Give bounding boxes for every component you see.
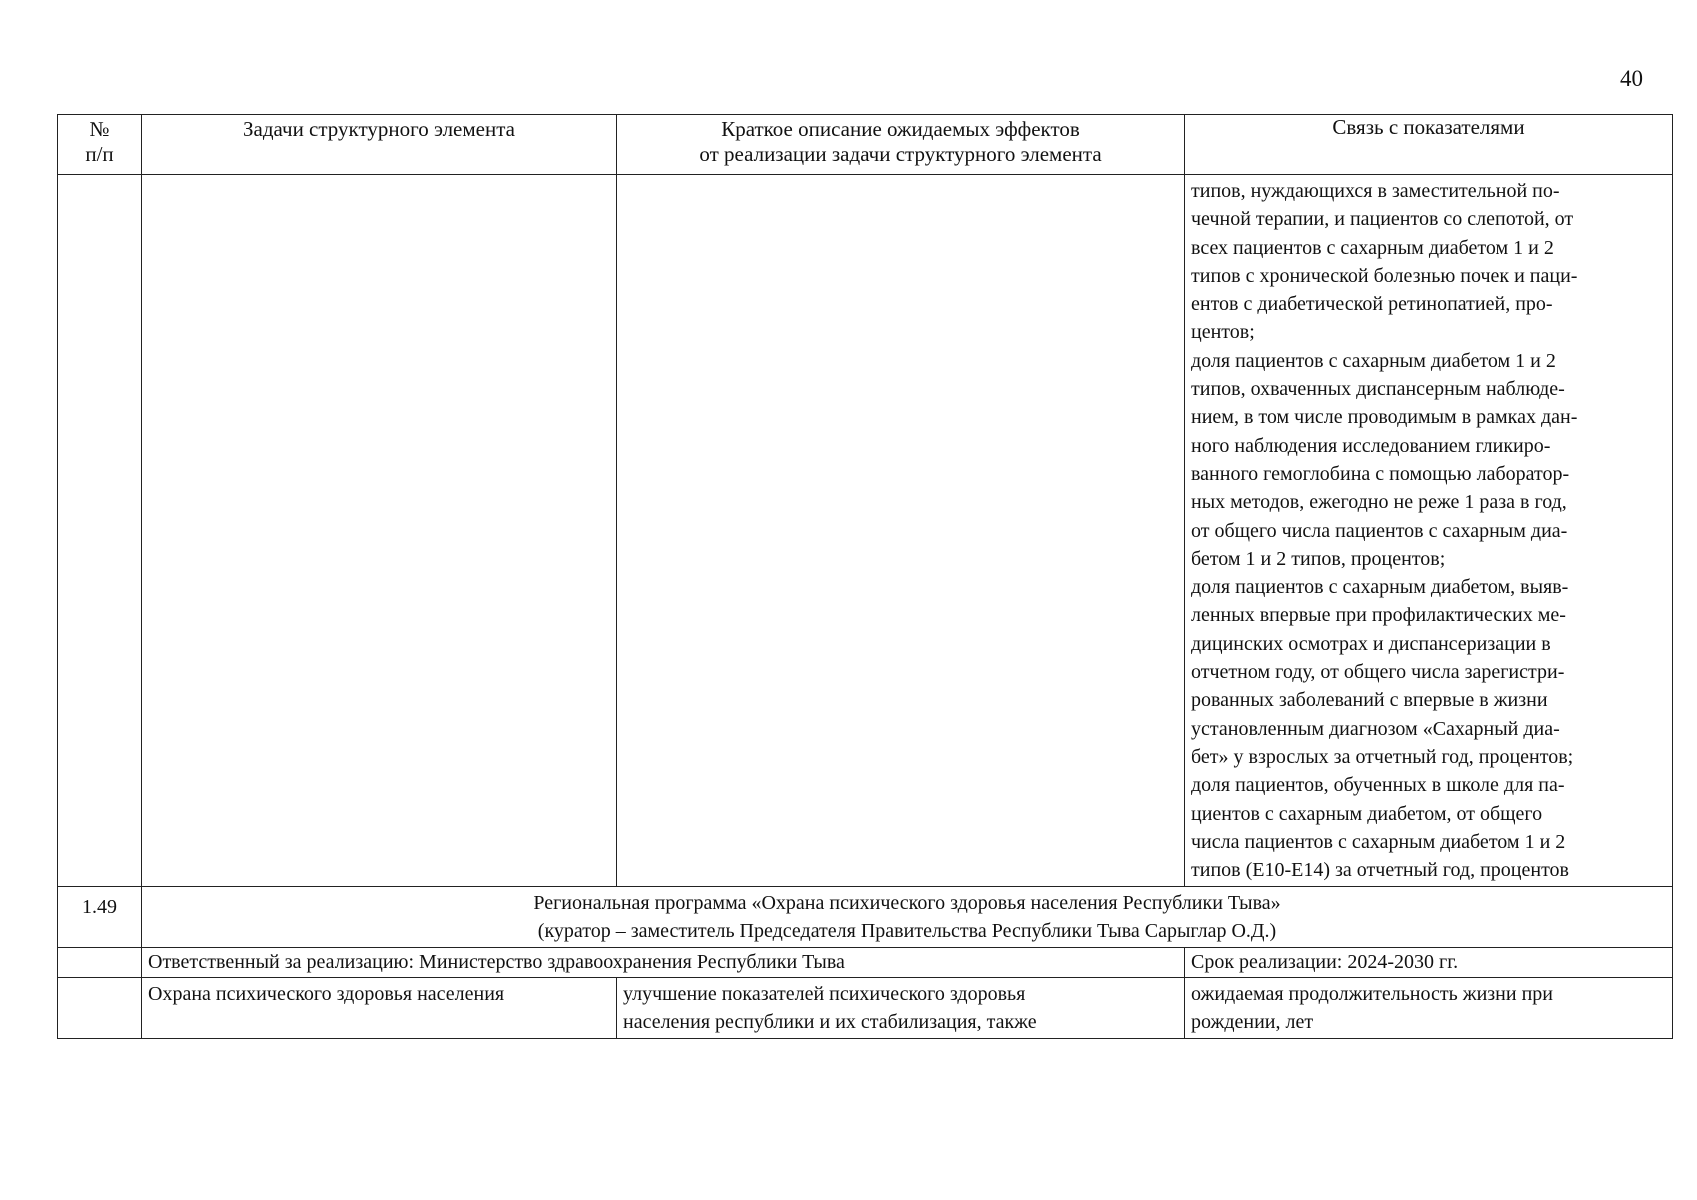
indicator-text-line: типов (Е10-Е14) за отчетный год, процентов <box>1191 859 1569 882</box>
implementation-term: Срок реализации: 2024-2030 гг. <box>1185 948 1673 977</box>
indicator-text-line: центов; <box>1191 321 1255 344</box>
cell-effects-empty <box>617 175 1185 887</box>
effect-line1: улучшение показателей психического здоровья <box>623 982 1026 1005</box>
responsible-executor: Ответственный за реализацию: Министерство здравоохранения Республики Тыва <box>142 948 1185 977</box>
program-title-line1: Региональная программа «Охрана психического здоровья населения Республики Тыва» <box>533 892 1281 915</box>
responsible-row <box>58 948 1673 977</box>
indicator-line2: рождении, лет <box>1191 1011 1314 1034</box>
indicator-text-line: доля пациентов с сахарным диабетом 1 и 2 <box>1191 349 1556 372</box>
indicator-text-line: нием, в том числе проводимым в рамках дан- <box>1191 406 1578 429</box>
indicator-text-line: типов, охваченных диспансерным наблюде- <box>1191 378 1565 401</box>
indicator-link <box>1185 977 1673 1039</box>
cell-number-empty <box>58 175 142 887</box>
header-number <box>58 115 142 175</box>
indicator-text-line: дицинских осмотрах и диспансеризации в <box>1191 632 1551 655</box>
program-title <box>142 887 1673 948</box>
indicator-text-line: типов, нуждающихся в заместительной по- <box>1191 180 1560 202</box>
indicator-text-line: установленным диагнозом «Сахарный диа- <box>1191 717 1560 740</box>
table-header-row <box>58 115 1673 175</box>
header-number-line2: п/п <box>85 142 114 166</box>
header-number-line1: № <box>89 117 110 141</box>
header-tasks: Задачи структурного элемента <box>142 115 617 175</box>
indicator-text-line: рованных заболеваний с впервые в жизни <box>1191 689 1548 712</box>
task-description: Охрана психического здоровья населения <box>142 977 617 1039</box>
indicator-text-line: циентов с сахарным диабетом, от общего <box>1191 802 1543 825</box>
indicator-text-line: ентов с диабетической ретинопатией, про- <box>1191 293 1553 316</box>
cell-number-empty <box>58 977 142 1039</box>
cell-number-empty <box>58 948 142 977</box>
indicator-text-line: от общего числа пациентов с сахарным диа- <box>1191 519 1568 542</box>
table-row <box>58 175 1673 887</box>
program-number: 1.49 <box>58 887 142 948</box>
indicator-text-line: доля пациентов, обученных в школе для па- <box>1191 774 1565 797</box>
effect-description <box>617 977 1185 1039</box>
page-number: 40 <box>1620 66 1643 91</box>
indicator-text-line: бет» у взрослых за отчетный год, процентов; <box>1191 745 1574 768</box>
indicator-text-line: типов с хронической болезнью почек и паци- <box>1191 264 1578 287</box>
header-effects-line2: от реализации задачи структурного элемента <box>699 142 1102 166</box>
header-effects-line1: Краткое описание ожидаемых эффектов <box>721 117 1080 141</box>
indicator-line1: ожидаемая продолжительность жизни при <box>1191 982 1553 1005</box>
header-indicators: Связь с показателями <box>1185 115 1673 175</box>
task-row <box>58 977 1673 1039</box>
indicator-text-line: отчетном году, от общего числа зарегистри- <box>1191 661 1565 684</box>
effect-line2: населения республики и их стабилизация, также <box>623 1011 1037 1034</box>
indicator-text-line: чечной терапии, и пациентов со слепотой, от <box>1191 208 1574 231</box>
indicator-text-line: доля пациентов с сахарным диабетом, выяв- <box>1191 576 1569 599</box>
cell-tasks-empty <box>142 175 617 887</box>
header-effects <box>617 115 1185 175</box>
indicator-text-line: бетом 1 и 2 типов, процентов; <box>1191 547 1446 570</box>
program-row <box>58 887 1673 948</box>
structural-elements-table <box>57 114 1673 1039</box>
program-curator: (куратор – заместитель Председателя Правительства Республики Тыва Сарыглар О.Д.) <box>537 920 1277 943</box>
indicator-text-line: ного наблюдения исследованием гликиро- <box>1191 434 1551 457</box>
cell-indicators-continued <box>1185 175 1673 887</box>
indicator-text-line: ванного гемоглобина с помощью лаборатор- <box>1191 462 1570 485</box>
indicator-text-line: всех пациентов с сахарным диабетом 1 и 2 <box>1191 236 1554 259</box>
indicator-text-line: ных методов, ежегодно не реже 1 раза в год, <box>1191 491 1567 514</box>
indicator-text-line: числа пациентов с сахарным диабетом 1 и 2 <box>1191 830 1566 853</box>
indicator-text-line: ленных впервые при профилактических ме- <box>1191 604 1566 627</box>
